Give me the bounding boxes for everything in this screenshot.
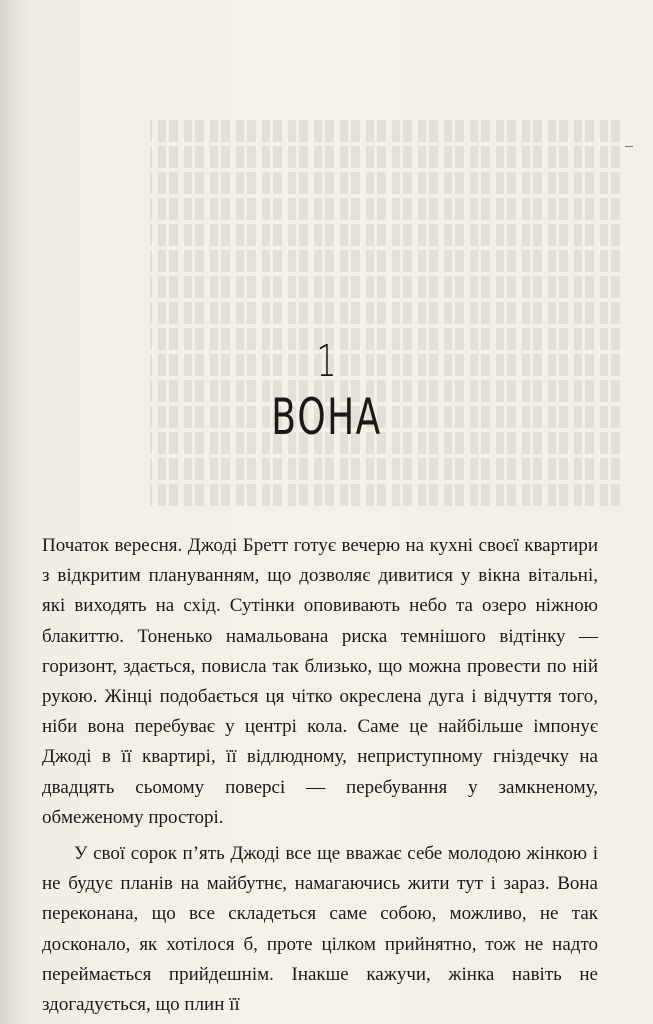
chapter-title: ВОНА [271, 388, 382, 446]
margin-mark [625, 146, 633, 147]
paragraph: Початок вересня. Джоді Бретт готує вечерю на кухні своєї квартири з відкритим плануванням, що дозволяє дивитися у вікна вітальні, які виходять на схід. Сутінки оповивають небо та озеро ніжною блакиттю. Тоненько намальована риска темнішого відтінку — горизонт, здається, повисла так близько, що можна провести по ній рукою. Жінці подобається ця чітко окреслена дуга і відчуття того, ніби вона перебуває у центрі кола. Саме це найбільше імпонує Джоді в її квартирі, її відлюдному, неприступному гніздечку на двадцять сьомому поверсі — перебування у замкненому, обмеженому просторі. [42, 535, 598, 828]
reverse-side-show-through [150, 120, 620, 520]
paragraph: У свої сорок п’ять Джоді все ще вважає себе молодою жінкою і не будує планів на майбутнє, намагаючись жити тут і зараз. Вона переконана, що все складеться саме собою, можливо, не так досконало, як хотілося б, проте цілком прийнятно, тож не надто переймається прийдешнім. Інакше кажучи, жінка навіть не здогадується, що плин її [42, 843, 598, 1016]
chapter-body [42, 531, 598, 1020]
binding-shadow [0, 0, 28, 1024]
chapter-number: 1 [316, 336, 337, 387]
